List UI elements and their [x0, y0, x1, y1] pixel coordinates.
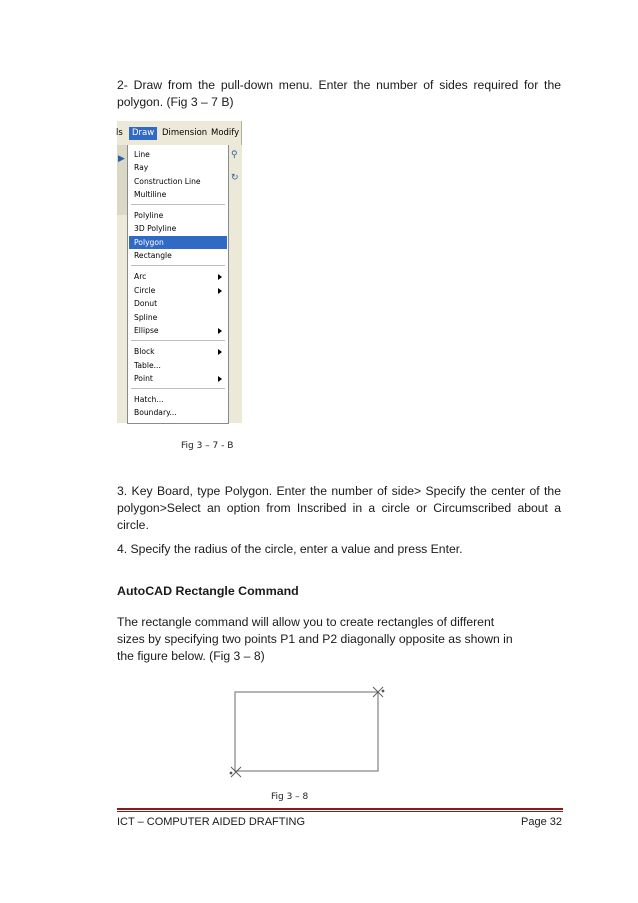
corner-point-p1-icon — [231, 767, 241, 777]
footer-rule — [117, 808, 563, 810]
menu-separator — [131, 340, 225, 342]
submenu-arrow-icon — [218, 376, 222, 382]
menu-item-construction-line[interactable]: Construction Line — [134, 177, 201, 186]
menu-item-circle[interactable]: Circle — [129, 284, 227, 297]
rectangle-shape — [235, 692, 378, 771]
menu-item-ray[interactable]: Ray — [134, 163, 149, 172]
step-2-text: 2- Draw from the pull-down menu. Enter the number of sides required for the polygon. (Fig 3 – 7 B) — [117, 78, 561, 109]
submenu-arrow-icon — [218, 349, 222, 355]
submenu-arrow-icon — [218, 288, 222, 294]
footer-title: ICT – COMPUTER AIDED DRAFTING — [117, 816, 306, 828]
footer-rule — [117, 811, 563, 812]
menu-item-table[interactable]: Table... — [134, 361, 161, 370]
figure-caption-3-7-b: Fig 3 – 7 - B — [181, 441, 234, 451]
cursor-dot-icon — [230, 772, 233, 775]
submenu-arrow-icon — [218, 274, 222, 280]
rectangle-figure — [228, 683, 390, 781]
rectangle-description-line: the figure below. (Fig 3 – 8) — [117, 649, 265, 663]
toolbar-arrow-icon[interactable]: ▶ — [118, 153, 125, 163]
toolbar-strip-right — [228, 145, 242, 423]
toolbar-strip — [117, 145, 127, 215]
menu-bar-tools[interactable]: ls — [116, 128, 123, 138]
step-3-text: 3. Key Board, type Polygon. Enter the number of side> Specify the center of the polygon>Select an option from Inscribed in a circle or Circumscribed about a circle. — [117, 484, 561, 532]
zoom-icon[interactable]: ⚲ — [231, 149, 238, 159]
menu-separator — [131, 204, 225, 206]
menu-item-polygon[interactable]: Polygon — [129, 236, 227, 249]
rectangle-description-line: The rectangle command will allow you to create rectangles of different — [117, 615, 495, 629]
step-4-text: 4. Specify the radius of the circle, enter a value and press Enter. — [117, 542, 463, 556]
menu-item-arc[interactable]: Arc — [129, 270, 227, 283]
menu-item-block[interactable]: Block — [129, 345, 227, 358]
refresh-icon[interactable]: ↻ — [231, 172, 239, 182]
rectangle-description-line: sizes by specifying two points P1 and P2 diagonally opposite as shown in — [117, 632, 513, 646]
menu-bar-dimension[interactable]: Dimension — [162, 128, 208, 138]
menu-item-hatch[interactable]: Hatch... — [134, 395, 164, 404]
menu-bar — [117, 121, 241, 145]
menu-item-polyline[interactable]: Polyline — [134, 211, 164, 220]
menu-item-point[interactable]: Point — [129, 372, 227, 385]
menu-bar-modify[interactable]: Modify — [211, 128, 240, 138]
menu-item-donut[interactable]: Donut — [134, 299, 158, 308]
menu-item-ellipse[interactable]: Ellipse — [129, 324, 227, 337]
submenu-arrow-icon — [218, 328, 222, 334]
menu-separator — [131, 265, 225, 267]
menu-separator — [131, 388, 225, 390]
menu-item-3d-polyline[interactable]: 3D Polyline — [134, 224, 177, 233]
draw-menu-screenshot — [117, 121, 242, 423]
menu-item-spline[interactable]: Spline — [134, 313, 158, 322]
page-number: Page 32 — [521, 816, 562, 828]
menu-item-boundary[interactable]: Boundary... — [134, 408, 177, 417]
section-heading: AutoCAD Rectangle Command — [117, 584, 299, 598]
menu-item-rectangle[interactable]: Rectangle — [134, 251, 172, 260]
figure-caption-3-8: Fig 3 – 8 — [271, 792, 309, 802]
menu-item-multiline[interactable]: Multiline — [134, 190, 167, 199]
menu-item-line[interactable]: Line — [134, 150, 150, 159]
draw-dropdown-menu — [127, 145, 229, 424]
menu-bar-draw[interactable]: Draw — [129, 127, 157, 140]
cursor-dot-icon — [382, 690, 385, 693]
rectangle-description — [117, 614, 561, 665]
